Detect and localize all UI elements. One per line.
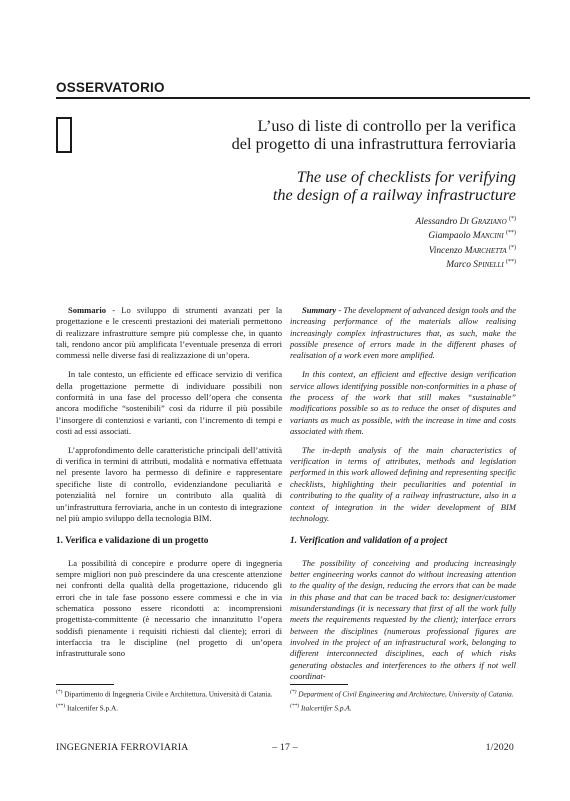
body-paragraph: In tale contesto, un efficiente ed efficace servizio di verifica della progettazione permette di individuare possibili non conformità in una fase del processo dell’opera che consenta ancora modifiche “sostenibili” così da ridurre il più possibile l’insorgere di contenziosi e varianti, con l’incremento di tempi e costi ad essi associati. xyxy=(56,369,282,436)
author-last-name: Di Graziano xyxy=(459,217,507,228)
title-english-line-2: the design of a railway infrastructure xyxy=(272,185,516,204)
english-column xyxy=(290,305,516,690)
journal-name: INGEGNERIA FERROVIARIA xyxy=(56,742,189,753)
footnote-text: Italcertifer S.p.A. xyxy=(301,703,352,713)
summary-text: - Lo sviluppo di strumenti avanzati per la progettazione e le crescenti prestazioni dei materiali permettono di realizzare infrastrutture sempre più complesse che, in quanto tali, rendono ancor più amplificata l’eventuale presenza di errori commessi nelle diverse fasi di realizzazione di un’opera. xyxy=(56,305,282,361)
section-heading: 1. Verification and validation of a project xyxy=(290,536,448,547)
body-paragraph: La possibilità di concepire e produrre opere di ingegneria sempre migliori non può prescindere da una crescente attenzione nei confronti della qualità della progettazione, riducendo gli errori che in tale fase possono essere commessi e che in via schematica possono essere ricondotti a: incomprensioni progettista-committente (è necessario che innanzitutto l’opera soddisfi pienamente i requisiti richiesti dal cliente); errori di interfaccia tra le discipline (nel progetto di un’opera infrastrutturale sono xyxy=(56,557,282,659)
section-heading: 1. Verifica e validazione di un progetto xyxy=(56,536,209,547)
italian-column xyxy=(56,305,282,667)
footnotes-italian xyxy=(56,688,282,713)
summary-paragraph xyxy=(290,305,516,362)
summary-label: Summary xyxy=(302,305,337,315)
issue-number: 1/2020 xyxy=(485,742,514,753)
author xyxy=(415,214,516,228)
footnote xyxy=(290,688,516,699)
body-paragraph: L’approfondimento delle caratteristiche principali dell’attività di verifica in termini di attributi, modalità e normativa effettuata nel presente lavoro ha permesso di definire e rappresentare specifiche liste di controllo, evidenziandone peculiarità e potenzialità nel fornire un contributo alla qualità di un’infrastruttura ferroviaria, anche in un contesto di integrazione nel più ampio sviluppo della tecnologia BIM. xyxy=(56,444,282,523)
footnote-text: Department of Civil Engineering and Architecture, University of Catania. xyxy=(298,689,514,699)
title-english-line-1: The use of checklists for verifying xyxy=(296,167,516,186)
author xyxy=(415,228,516,242)
footnote-rule xyxy=(290,684,348,685)
author-mark: (*) xyxy=(509,244,516,251)
summary-paragraph xyxy=(56,305,282,362)
body-paragraph: The possibility of conceiving and producing increasingly better engineering works cannot do without increasing attention to the quality of the design, reducing the errors that can be made in this phase and that can be traced back to: designer/customer misunderstandings (it is necessary that first of all the work fully meets the requirements requested by the client); interface errors between the disciplines (numerous professional figures are involved in the project of an infrastructural work, belonging to different interconnected disciplines, each of which risks generating obstacles and interferences to the others if not well coordinat- xyxy=(290,557,516,681)
body-paragraph: The in-depth analysis of the main characteristics of verification in terms of attributes, methods and legislation performed in this work allowed defining and representing specific checklists, highlighting their peculiarities and potential in contributing to the quality of a railway infrastructure, also in a context of integration in the wider development of BIM technology. xyxy=(290,444,516,523)
title-italian-line-1: L’uso di liste di controllo per la verifica xyxy=(257,116,516,135)
footnote xyxy=(56,688,282,699)
title-italian-line-2: del progetto di una infrastruttura ferroviaria xyxy=(231,134,516,153)
author-first-name: Marco xyxy=(446,260,471,271)
decorative-box xyxy=(56,117,72,153)
title-italian xyxy=(232,117,516,153)
footnote xyxy=(56,702,282,713)
section-label: OSSERVATORIO xyxy=(56,80,165,95)
author-last-name: Spinelli xyxy=(473,260,504,271)
author-first-name: Alessandro xyxy=(415,217,458,228)
author-last-name: Mancini xyxy=(472,231,504,242)
summary-text: - The development of advanced design tools and the increasing performance of the materials allow realising increasingly complex infrastructures that, as such, make the possible presence of errors made in the different phases of realisation of a work even more amplified. xyxy=(290,305,516,361)
author xyxy=(415,243,516,257)
page-number: – 17 – xyxy=(272,742,298,753)
footnote-mark: (**) xyxy=(290,702,300,709)
footnote-text: Dipartimento di Ingegneria Civile e Architettura, Università di Catania. xyxy=(64,689,273,699)
footnote-mark: (**) xyxy=(56,702,66,709)
author-first-name: Giampaolo xyxy=(428,231,471,242)
author-last-name: Marchetta xyxy=(464,245,507,256)
author xyxy=(415,257,516,271)
author-list xyxy=(415,214,516,271)
author-first-name: Vincenzo xyxy=(428,245,463,256)
body-paragraph: In this context, an efficient and effective design verification service allows identifying possible non-conformities in a phase of the process of the work that still makes “sustainable” modifications possible so as to reduce the onset of disputes and variants as much as possible, with the increase in time and costs associated with them. xyxy=(290,369,516,436)
footnotes-english xyxy=(290,688,516,713)
author-mark: (**) xyxy=(506,258,516,265)
footnote-mark: (*) xyxy=(290,689,297,695)
author-mark: (*) xyxy=(509,216,516,222)
title-english xyxy=(273,168,516,204)
footnote-rule xyxy=(56,684,114,685)
footnote-text: Italcertifer S.p.A. xyxy=(67,703,119,713)
author-mark: (**) xyxy=(506,230,516,237)
footnote xyxy=(290,702,516,713)
footnote-mark: (*) xyxy=(56,689,63,695)
header-rule xyxy=(56,97,530,99)
summary-label: Sommario xyxy=(68,305,106,315)
